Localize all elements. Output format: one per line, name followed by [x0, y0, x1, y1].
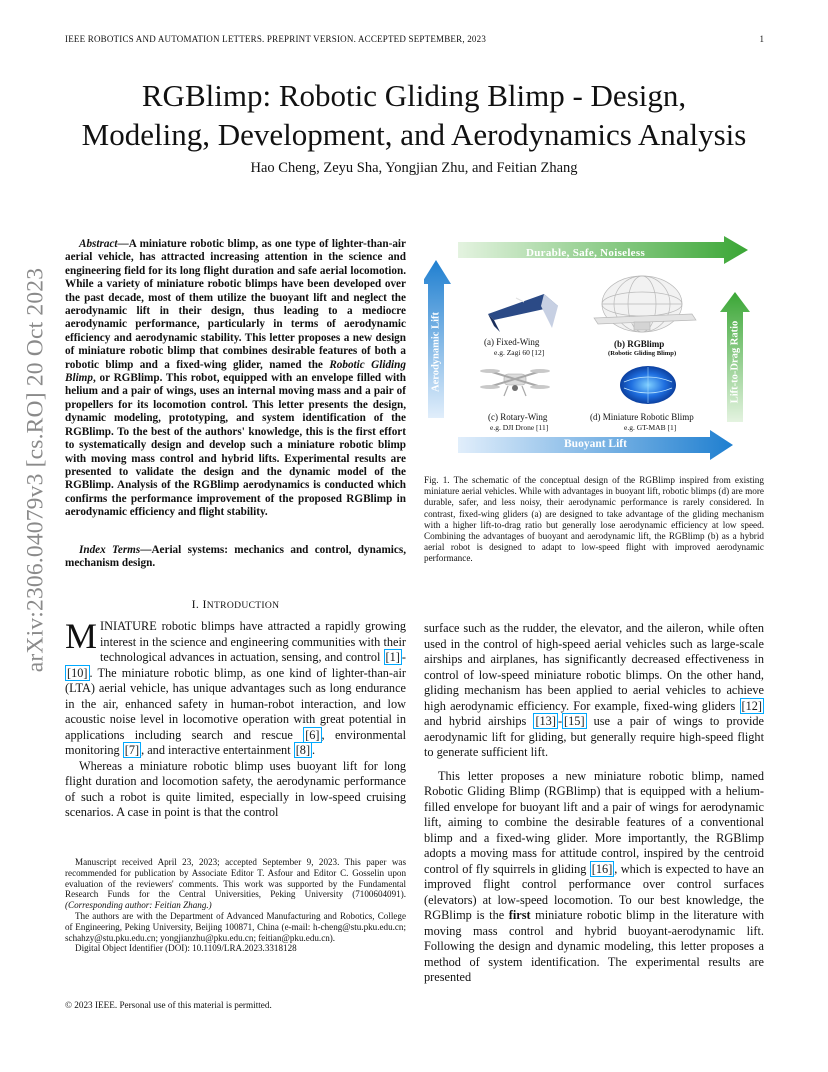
- intro-paragraph-1: [65, 616, 406, 759]
- body-text: and hybrid airships: [424, 714, 534, 728]
- body-text: surface such as the rudder, the elevator, and the aileron, while often used in the control of high-speed aerial vehicles such as large-scale airships and airplanes, has significantly decreased effectiveness in control of low-speed miniature robotic blimps. On the other hand, gliding mechanism has been applied to aerial vehicles to achieve high aerodynamic efficiency. For example, fixed-wing gliders: [424, 621, 764, 713]
- rgblimp-sub: (Robotic Gliding Blimp): [608, 350, 677, 357]
- figure-1: [424, 236, 765, 462]
- author-list: Hao Cheng, Zeyu Sha, Yongjian Zhu, and Feitian Zhang: [250, 160, 578, 176]
- abstract-label: Abstract: [79, 238, 118, 250]
- footnote-affiliation: The authors are with the Department of Advanced Manufacturing and Robotics, College of Engineering, Peking University, Beijing 100871, China (e-mail: h-cheng@stu.pku.edu.cn; schahzy@stu.pku.edu.cn; yongjianzhu@pku.edu.cn; feitian@pku.edu.cn).: [65, 910, 406, 943]
- footnote: [65, 857, 406, 954]
- right-paragraph-1: [424, 621, 764, 761]
- title-line-1: RGBlimp: Robotic Gliding Blimp - Design,: [141, 78, 687, 113]
- running-header: IEEE ROBOTICS AND AUTOMATION LETTERS. PREPRINT VERSION. ACCEPTED SEPTEMBER, 2023: [65, 34, 487, 44]
- section-heading: [65, 597, 406, 612]
- citation-link[interactable]: [12]: [741, 698, 762, 713]
- intro-text: INIATURE robotic blimps have attracted a rapidly growing interest in the science and engineering communities with their technological advances in actuation, sensing, and control: [100, 619, 406, 664]
- page-number: 1: [759, 34, 764, 44]
- section-rest: NTRODUCTION: [206, 600, 280, 611]
- fixed-wing-label: (a) Fixed-Wing: [484, 337, 540, 347]
- abstract: [65, 238, 406, 520]
- footnote-corresponding: (Corresponding author: Feitian Zhang.): [65, 900, 212, 911]
- citation-link[interactable]: [10]: [67, 665, 88, 680]
- section-cap: I: [202, 597, 207, 611]
- footnote-manuscript: [65, 857, 406, 911]
- index-terms-label: Index Terms: [79, 544, 141, 556]
- drop-cap: M: [65, 616, 98, 656]
- copyright-notice: © 2023 IEEE. Personal use of this material is permitted.: [65, 1000, 272, 1010]
- figure-1-graphic: [424, 236, 765, 462]
- figure-caption: Fig. 1. The schematic of the conceptual design of the RGBlimp inspired from existing miniature aerial vehicles. While with advantages in buoyant lift, robotic blimps (d) are more durable, safer, and less noisy, their aerodynamic performance is rarely considered. In contrast, fixed-wing gliders (a) are designed to take advantage of the gliding mechanism with a higher lift-to-drag ratio but generally lose aerodynamic efficiency at low speed. Combining the advantages of buoyant and aerodynamic lift, the RGBlimp (b) as a hybrid aerial robot is designed to adapt to low-speed flight with improved aerodynamic performance.: [424, 475, 764, 564]
- intro-text: , environmental monitoring: [65, 727, 406, 757]
- citation-link[interactable]: [6]: [305, 727, 320, 742]
- abstract-emphasis: Robotic Gliding Blimp: [65, 358, 406, 385]
- intro-paragraph-2: Whereas a miniature robotic blimp uses buoyant lift for long flight duration and locomotion safety, the aerodynamic performance of such a robot is quite limited, especially in low-speed cruising scenarios. A case in point is that the control: [65, 758, 406, 819]
- section-numeral: I.: [191, 597, 203, 611]
- bottom-arrow-label: Buoyant Lift: [564, 438, 627, 450]
- miniature-blimp-label: (d) Miniature Robotic Blimp: [590, 412, 694, 422]
- rotary-wing-sub: e.g. DJI Drone [11]: [490, 423, 549, 432]
- citation-link[interactable]: [15]: [564, 714, 585, 728]
- title-line-2: Modeling, Development, and Aerodynamics Analysis: [81, 117, 747, 152]
- intro-column: [65, 616, 406, 821]
- intro-text: , and interactive entertainment: [141, 743, 294, 757]
- left-arrow-label: Aerodynamic Lift: [430, 311, 442, 393]
- body-text: miniature robotic blimp in the literature with moving mass control and hybrid buoyant-aerodynamic lift. Following the design and dynamic modeling, this letter proposes a method of system identification. The experimental results are presented: [424, 908, 765, 984]
- body-text: This letter proposes a new miniature robotic blimp, named Robotic Gliding Blimp (RGBlimp) that is equipped with a helium-filled envelope for buoyant lift and a pair of wings for aerodynamic lift, aiming to combine the desirable features of a conventional blimp and a fixed-wing glider. More importantly, the RGBlimp adopts a moving mass for attitude control, inspired by the centroid control of fly squirrels in gliding: [424, 768, 764, 876]
- footnote-doi: Digital Object Identifier (DOI): 10.1109/LRA.2023.3318128: [75, 943, 297, 954]
- index-terms-text: —Aerial systems: mechanics and control, dynamics, mechanism design.: [65, 544, 406, 570]
- rgblimp-label: (b) RGBlimp: [614, 339, 665, 349]
- body-text: use a pair of wings to provide aerodynamic lift for gliding, but generally require high-speed flight to generate sufficient lift.: [424, 714, 764, 759]
- index-terms: [65, 544, 406, 571]
- rgblimp-icon: [594, 276, 696, 332]
- abstract-text-a: —A miniature robotic blimp, as one type of lighter-than-air aerial vehicle, has attracted increasing attention in the science and engineering field for its long flight duration and safe aerial locomotion. While a variety of miniature robotic blimps have been developed over the past decade, most of them utilize the buoyant lift and neglect the aerodynamic lift in their design, thus leading to a mediocre aerodynamic performance, particularly in terms of aerodynamic efficiency and aerodynamic stability. This letter proposes a new design of miniature robotic blimp that combines desirable features of both a robotic blimp and a fixed-wing glider, named the: [65, 238, 406, 371]
- intro-text: -: [401, 650, 406, 664]
- paper-title: [60, 76, 768, 154]
- citation-link[interactable]: [7]: [124, 743, 140, 757]
- citation-link[interactable]: [13]: [535, 714, 556, 728]
- arxiv-stamp-text: arXiv:2306.04079v3 [cs.RO] 20 Oct 2023: [22, 267, 49, 673]
- citation-link[interactable]: [16]: [591, 861, 613, 876]
- citation-link[interactable]: [1]: [385, 650, 400, 664]
- top-arrow-label: Durable, Safe, Noiseless: [526, 247, 646, 259]
- emphasis-first: first: [508, 908, 531, 922]
- citation-link[interactable]: [8]: [295, 743, 311, 757]
- rotary-wing-label: (c) Rotary-Wing: [488, 412, 548, 422]
- drone-icon: [480, 369, 550, 396]
- right-arrow-label: Lift-to-Drag Ratio: [729, 320, 741, 404]
- fixed-wing-icon: [488, 294, 558, 332]
- intro-text: .: [312, 743, 316, 757]
- miniature-blimp-icon: [620, 366, 676, 404]
- body-text: -: [557, 714, 563, 728]
- abstract-text-b: , or RGBlimp. This robot, equipped with an envelope filled with helium and a pair of wings, uses an internal moving mass and a pair of propellers for its locomotion control. This letter presents the design, dynamic modeling, prototyping, and system identification of the RGBlimp. To the best of the authors' knowledge, this is the first effort to systematically design and develop such a miniature robotic blimp with moving mass control and hybrid lifts. Experimental results are presented to validate the design and the dynamic model of the RGBlimp. Analysis of the RGBlimp aerodynamics is conducted which confirms the performance improvement of the proposed RGBlimp in aerodynamic efficiency and flight stability.: [65, 372, 406, 519]
- footnote-text: Manuscript received April 23, 2023; accepted September 9, 2023. This paper was recommended for publication by Associate Editor T. Asfour and Editor C. Gosselin upon evaluation of the reviewers' comments. This work was supported by the Fundamental Research Funds for the Central Universities, Peking University (7100604091).: [65, 857, 406, 900]
- right-paragraph-2: [424, 769, 764, 986]
- right-column: [424, 621, 764, 986]
- intro-text: . The miniature robotic blimp, as one kind of lighter-than-air (LTA) aerial vehicle, has unique advantages such as long endurance in the air, enhanced safety in human-robot interaction, and low acoustic noise level in locomotive operation with great potential in applications including search and rescue: [65, 665, 406, 742]
- miniature-blimp-sub: e.g. GT-MAB [1]: [624, 423, 677, 432]
- body-text: , which is expected to have an improved flight control performance over control surfaces (elevators) at low-speed locomotion. To our best knowledge, the RGBlimp is the: [424, 861, 764, 922]
- fixed-wing-sub: e.g. Zagi 60 [12]: [494, 348, 545, 357]
